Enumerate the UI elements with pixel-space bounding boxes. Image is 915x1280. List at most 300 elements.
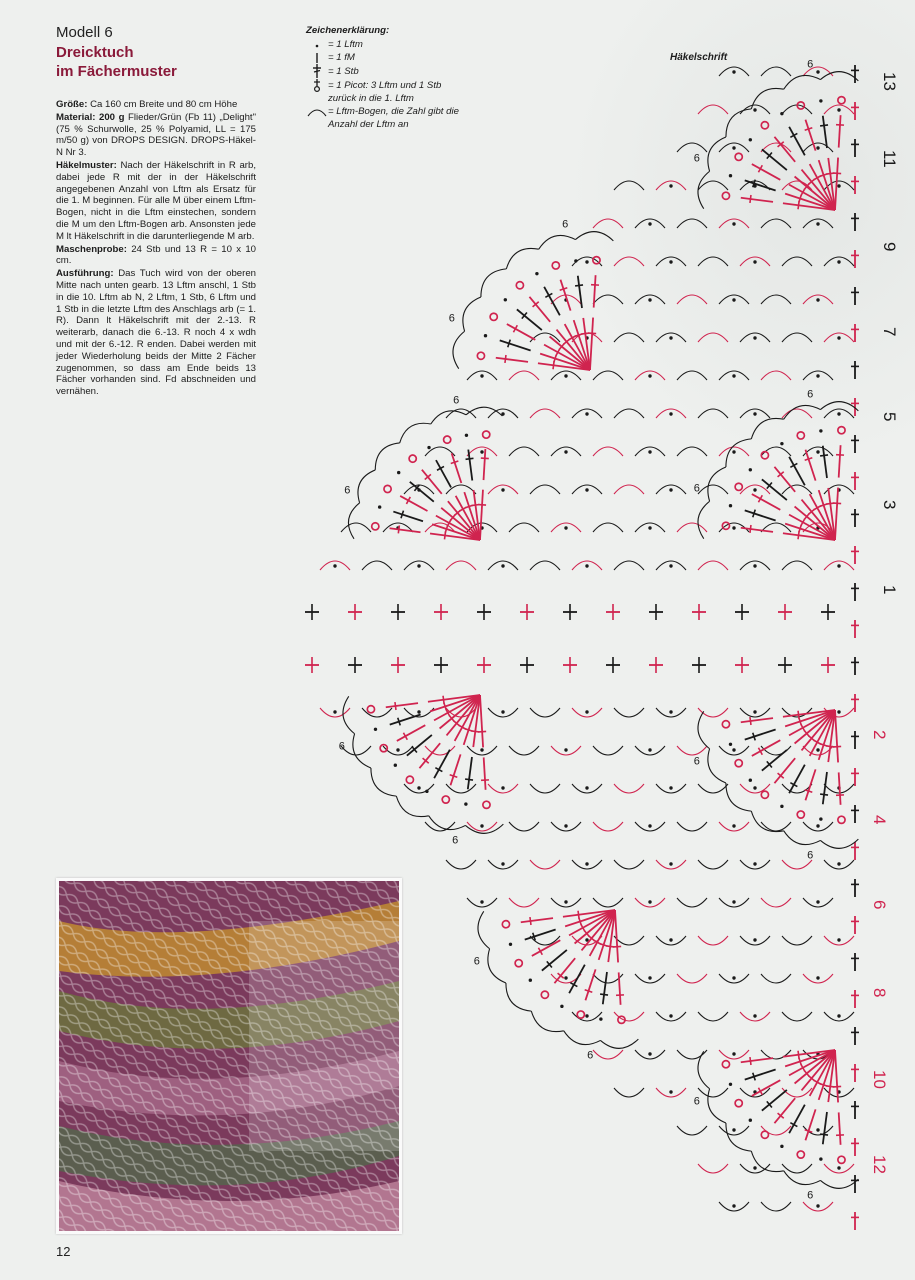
chain-arc — [782, 561, 812, 570]
chain-arc — [698, 333, 728, 342]
row-number-bottom: 10 — [870, 1070, 889, 1089]
stitch-stb — [774, 1098, 795, 1123]
stitch-lftm — [480, 450, 483, 453]
stitch-lftm — [732, 222, 735, 225]
stitch-lftm — [501, 488, 504, 491]
chain-arc — [362, 561, 392, 570]
stitch-stb — [823, 116, 827, 148]
stitch-lftm — [753, 488, 756, 491]
stitch-lftm — [535, 272, 538, 275]
stitch-stb — [839, 772, 841, 804]
stitch-stb-bar — [798, 1051, 799, 1059]
chain-arc — [564, 1031, 601, 1045]
stitch-lftm — [417, 786, 420, 789]
stitch-stb-bar — [465, 779, 473, 780]
chain-arc — [782, 1012, 812, 1021]
stitch-lftm — [529, 979, 532, 982]
stitch-lftm — [816, 1128, 819, 1131]
stitch-stb — [407, 735, 432, 756]
chain-arc — [575, 232, 613, 241]
stitch-lftm — [484, 334, 487, 337]
arc-count-label: 6 — [807, 1189, 814, 1202]
stitch-picot — [735, 760, 742, 767]
stitch-stb — [789, 1105, 805, 1133]
ausfuehrung-text: Das Tuch wird von der oberen Mitte nach unten gearb. 13 Lftm anschl, 1 Stb in die 10. Lftm ab N, 2 Lftm, 1 Stb, 6 Lftm und 1 Stb in die letzte Lftm des Anschlags arb (= 1. R). Dann lt Häkelschrift mit der 2.-13. R weiterarb, danach die 6.-13. R noch 4 x wdh und mit der 6.-12. R enden. Dabei werden mit jeder Wiederholung beids der Mitte 2 Fächer zugenommen, so dass am Ende beids 13 Fächer vorhanden sind. Fd abschneiden und vernähen. — [56, 268, 256, 398]
stitch-picot — [838, 1156, 845, 1163]
stitch-lftm — [509, 943, 512, 946]
photo-texture — [59, 881, 399, 1231]
stitch-stb — [400, 496, 427, 511]
stitch-stb — [594, 275, 596, 307]
legend-text: = Lftm-Bogen, die Zahl gibt die — [328, 106, 459, 117]
chain-arc — [726, 783, 751, 811]
stitch-stb-bar — [600, 994, 608, 995]
stitch-lftm — [465, 434, 468, 437]
chain-arc — [698, 181, 728, 190]
chain-arc — [431, 411, 466, 424]
chain-arc — [614, 561, 644, 570]
chain-arc — [463, 297, 481, 331]
stitch-stb-bar — [750, 717, 751, 725]
stitch-picot — [761, 791, 768, 798]
chain-arc — [677, 974, 707, 983]
stitch-stb-bar — [750, 195, 751, 203]
chain-arc — [593, 371, 623, 380]
stitch-lftm — [564, 900, 567, 903]
stitch-stb-bar — [443, 696, 444, 704]
stitch-lftm — [753, 260, 756, 263]
stitch-lftm — [669, 260, 672, 263]
stitch-stb — [805, 769, 815, 800]
stitch-stb — [835, 158, 838, 210]
stitch-stb — [521, 918, 553, 922]
arc-count-label: 6 — [473, 955, 480, 968]
chain-arc — [509, 746, 539, 755]
stitch-stb — [517, 309, 542, 330]
stitch-lftm — [732, 526, 735, 529]
stitch-stb — [741, 198, 773, 202]
stitch-stb — [839, 115, 841, 147]
stitch-lftm — [564, 450, 567, 453]
stitch-stb-bar — [820, 125, 828, 126]
chain-arc — [782, 485, 812, 494]
stitch-lftm — [816, 824, 819, 827]
stitch-lftm — [333, 564, 336, 567]
stitch-stb — [422, 470, 442, 494]
chain-arc — [593, 295, 623, 304]
stitch-lftm — [585, 488, 588, 491]
stitch-stb-bar — [798, 201, 799, 209]
stitch-lftm — [732, 1128, 735, 1131]
row-number-bottom: 8 — [870, 988, 889, 998]
stitch-picot — [552, 262, 559, 269]
row-number-top: 13 — [880, 72, 899, 91]
stitch-stb-bar — [581, 333, 589, 334]
stitch-picot — [515, 960, 522, 967]
stitch-picot — [838, 427, 845, 434]
stitch-stb — [823, 1112, 827, 1144]
stitch-lftm — [585, 862, 588, 865]
stitch-picot — [380, 745, 387, 752]
chain-arc — [614, 333, 644, 342]
stitch-stb — [741, 718, 773, 722]
stitch-picot — [722, 721, 729, 728]
row-number-top: 9 — [880, 242, 899, 252]
chain-arc — [698, 784, 728, 793]
stitch-lftm — [837, 1014, 840, 1017]
chain-arc — [509, 371, 539, 380]
stitch-lftm — [504, 298, 507, 301]
stitch-stb-bar — [398, 525, 399, 533]
chain-arc — [698, 1012, 728, 1021]
stitch-lftm — [837, 1166, 840, 1169]
stitch-lftm — [732, 1052, 735, 1055]
chain-arc — [698, 105, 728, 114]
stitch-stb-bar — [578, 911, 579, 919]
title-line-2: im Fächermuster — [56, 63, 177, 80]
stitch-stb — [569, 965, 585, 993]
ausfuehrung-paragraph — [56, 268, 256, 398]
stitch-lftm — [396, 748, 399, 751]
chain-arc — [343, 696, 355, 733]
chain-arc — [593, 1050, 623, 1059]
stitch-lftm — [780, 112, 783, 115]
stitch-lftm — [564, 748, 567, 751]
chain-arc — [677, 1050, 707, 1059]
stitch-lftm — [564, 976, 567, 979]
instructions-text — [56, 99, 256, 399]
chain-arc — [593, 219, 623, 228]
chain-arc — [698, 501, 710, 538]
title-block — [56, 24, 256, 81]
chain-arc — [698, 711, 710, 748]
stitch-picot — [722, 192, 729, 199]
stitch-lftm — [648, 450, 651, 453]
stitch-lftm — [753, 1014, 756, 1017]
chain-arc — [677, 822, 707, 831]
row-number-top: 3 — [880, 500, 899, 510]
chain-arc — [530, 485, 560, 494]
stitch-lftm — [780, 1145, 783, 1148]
stitch-stb-bar — [826, 1086, 834, 1087]
stitch-lftm — [564, 374, 567, 377]
chain-arc — [593, 746, 623, 755]
row-number-top: 7 — [880, 327, 899, 337]
chain-arc — [708, 749, 726, 783]
stitch-lftm — [560, 1005, 563, 1008]
stitch-lftm — [749, 138, 752, 141]
stitch-lftm — [753, 862, 756, 865]
stitch-stb-bar — [505, 355, 506, 363]
stitch-picot — [483, 801, 490, 808]
groesse-paragraph — [56, 99, 256, 111]
stitch-stb-bar — [820, 794, 828, 795]
chain-arc — [751, 418, 783, 438]
stitch-stb — [762, 750, 787, 771]
chain-arc — [488, 949, 506, 983]
stitch-stb — [805, 450, 815, 481]
stitch-stb-bar — [826, 173, 834, 174]
chain-arc — [782, 257, 812, 266]
chain-arc — [677, 1126, 707, 1135]
chain-arc — [677, 371, 707, 380]
stitch-picot — [541, 991, 548, 998]
stitch-lftm — [564, 526, 567, 529]
maschenprobe-label: Maschenprobe: — [56, 243, 127, 255]
stitch-lftm — [732, 450, 735, 453]
stitch-lftm — [648, 526, 651, 529]
chain-arc — [761, 67, 791, 76]
stitch-stb — [805, 1109, 815, 1140]
stitch-lftm — [816, 222, 819, 225]
chain-arc — [400, 423, 431, 443]
chain-arc — [614, 1088, 644, 1097]
stitch-lftm — [585, 412, 588, 415]
chain-arc — [509, 822, 539, 831]
stitch-stb — [436, 460, 451, 487]
arc-count-label: 6 — [693, 482, 700, 495]
chain-arc — [761, 295, 791, 304]
stitch-lftm — [816, 748, 819, 751]
stitch-stb — [789, 127, 805, 155]
stitch-lftm — [729, 1083, 732, 1086]
stitch-picot — [477, 352, 484, 359]
stitch-picot — [838, 97, 845, 104]
stitch-stb — [480, 490, 483, 540]
chain-arc — [530, 708, 560, 717]
stitch-lftm — [816, 900, 819, 903]
chain-arc — [677, 219, 707, 228]
legend-text: = 1 Picot: 3 Lftm und 1 Stb — [328, 79, 442, 91]
stitch-lftm — [753, 336, 756, 339]
legend-text: = 1 fM — [328, 52, 355, 63]
chain-arc — [530, 561, 560, 570]
stitch-lftm — [732, 146, 735, 149]
chain-arc — [726, 439, 751, 467]
legend-text: = 1 Stb — [328, 65, 359, 77]
chain-arc — [698, 936, 728, 945]
arc-count-label: 6 — [338, 740, 345, 753]
stitch-lftm — [732, 374, 735, 377]
stitch-lftm — [417, 564, 420, 567]
stitch-picot — [490, 313, 497, 320]
stitch-picot — [735, 483, 742, 490]
stitch-stb-bar — [530, 917, 531, 925]
stitch-lftm — [397, 471, 400, 474]
stitch-lftm — [574, 259, 577, 262]
chain-arc — [478, 911, 490, 948]
stitch-stb — [745, 729, 776, 739]
stitch-lftm — [837, 938, 840, 941]
stitch-picot — [838, 816, 845, 823]
stitch-stb — [789, 457, 805, 485]
haekelmuster-paragraph — [56, 160, 256, 243]
chain-arc — [698, 1164, 728, 1173]
chain-arc — [708, 1089, 726, 1123]
row-number-top: 11 — [880, 150, 899, 168]
stitch-stb — [774, 467, 795, 492]
stitch-picot — [761, 1131, 768, 1138]
chain-arc — [348, 503, 359, 539]
stitch-stb — [839, 1112, 841, 1144]
stitch-lftm — [585, 260, 588, 263]
row-number-top: 1 — [880, 585, 899, 595]
chain-arc — [446, 784, 476, 793]
legend-text: = 1 Lftm — [328, 39, 363, 50]
chain-arc — [446, 561, 476, 570]
stitch-lftm — [585, 786, 588, 789]
stitch-lftm — [837, 710, 840, 713]
chain-arc — [358, 470, 375, 503]
stitch-lftm — [374, 728, 377, 731]
stitch-lftm — [480, 374, 483, 377]
stitch-picot — [502, 921, 509, 928]
stitch-lftm — [816, 298, 819, 301]
stitch-lftm — [816, 146, 819, 149]
chain-arc — [677, 523, 707, 532]
stitch-lftm — [780, 442, 783, 445]
stitch-stb — [752, 740, 780, 756]
stitch-picot — [761, 122, 768, 129]
chain-arc — [593, 523, 623, 532]
stitch-lftm — [732, 1204, 735, 1207]
stitch-lftm — [729, 174, 732, 177]
stitch-lftm — [669, 488, 672, 491]
chain-arc — [614, 409, 644, 418]
ausfuehrung-label: Ausführung: — [56, 268, 114, 280]
chain-arc — [614, 784, 644, 793]
stitch-stb — [529, 297, 550, 322]
stitch-stb — [525, 929, 556, 939]
stitch-lftm — [669, 564, 672, 567]
title-line-1: Dreicktuch — [56, 44, 134, 61]
stitch-lftm — [599, 1017, 602, 1020]
stitch-lftm — [501, 710, 504, 713]
chain-arc — [530, 409, 560, 418]
material-amount: 200 g — [95, 111, 125, 123]
stitch-stb — [386, 703, 418, 707]
stitch-lftm — [837, 412, 840, 415]
stitch-lftm — [669, 1090, 672, 1093]
stitch-stb — [774, 137, 795, 162]
stitch-lftm — [464, 802, 467, 805]
legend-continuation: Anzahl der Lftm an — [328, 119, 409, 130]
chain-arc — [371, 768, 396, 796]
chain-arc — [593, 447, 623, 456]
stitch-stb-bar — [750, 1057, 751, 1065]
chain-arc — [698, 485, 728, 494]
chain-arc — [481, 269, 506, 297]
stitch-stb — [484, 449, 486, 480]
chain-arc — [425, 746, 455, 755]
stitch-stb — [741, 1058, 773, 1062]
stitch-lftm — [732, 70, 735, 73]
stitch-stb — [419, 743, 440, 768]
stitch-stb — [835, 488, 838, 540]
chain-arc — [614, 936, 644, 945]
chain-arc — [677, 447, 707, 456]
stitch-lftm — [749, 779, 752, 782]
stitch-stb — [745, 1069, 776, 1079]
stitch-lftm — [669, 336, 672, 339]
stitch-stb — [789, 765, 805, 793]
stitch-lftm — [816, 976, 819, 979]
stitch-stb — [452, 453, 462, 483]
chain-arc — [539, 235, 576, 249]
chain-arc — [353, 734, 371, 768]
stitch-picot — [372, 523, 379, 530]
stitch-stb-bar — [575, 285, 583, 286]
stitch-stb — [585, 969, 595, 1000]
stitch-lftm — [501, 564, 504, 567]
stitch-stb-bar — [798, 531, 799, 539]
stitch-lftm — [837, 862, 840, 865]
stitch-stb-bar — [826, 503, 834, 504]
chain-arc — [375, 443, 399, 470]
stitch-lftm — [819, 1157, 822, 1160]
legend-title: Zeichenerklärung: — [306, 25, 390, 36]
chain-arc — [698, 409, 728, 418]
stitch-lftm — [729, 743, 732, 746]
row-number-bottom: 12 — [870, 1155, 889, 1174]
arc-count-label: 6 — [448, 312, 455, 325]
stitch-lftm — [816, 374, 819, 377]
stitch-picot — [797, 811, 804, 818]
stitch-picot — [735, 1100, 742, 1107]
stitch-stb — [590, 318, 593, 370]
stitch-lftm — [732, 748, 735, 751]
stitch-stb — [390, 714, 421, 724]
stitch-lftm — [753, 938, 756, 941]
stitch-lftm — [732, 900, 735, 903]
stitch-lftm — [749, 468, 752, 471]
chain-arc — [782, 1088, 812, 1097]
stitch-lftm — [753, 1166, 756, 1169]
haekelmuster-text: Nach der Häkelschrift in R arb, dabei jede R mit der in der Häkelschrift angegebenen Anzahl von Lftm als Ersatz für die 1. M beginnen. Für alle M über einem Lftm-Bogen, nicht in die Lftm einstechen, sondern die M um den Lftm-Bogen arb. Ansonsten jede M lt Häkelschrift in die darunterliegende M arb. — [56, 159, 256, 242]
stitch-stb — [774, 758, 795, 783]
stitch-lftm — [753, 412, 756, 415]
stitch-stb — [741, 528, 773, 532]
stitch-picot — [384, 485, 391, 492]
stitch-lftm — [819, 99, 822, 102]
stitch-stb-bar — [798, 711, 799, 719]
stitch-stb — [823, 772, 827, 804]
chain-arc — [782, 936, 812, 945]
stitch-stb — [397, 725, 425, 741]
stitch-stb — [507, 324, 535, 340]
chain-arc — [698, 561, 728, 570]
model-number: Modell 6 — [56, 24, 113, 41]
chain-arc — [782, 860, 812, 869]
stitch-lftm — [648, 748, 651, 751]
stitch-stb-bar — [471, 731, 479, 732]
arc-count-label: 6 — [693, 152, 700, 165]
chain-arc — [698, 171, 710, 208]
material-paragraph — [56, 112, 256, 159]
stitch-lftm — [333, 710, 336, 713]
arc-count-label: 6 — [562, 218, 569, 231]
row-number-bottom: 2 — [870, 730, 889, 740]
stitch-lftm — [648, 824, 651, 827]
chain-arc — [614, 181, 644, 190]
chain-arc — [614, 257, 644, 266]
stitch-stb — [554, 958, 575, 983]
stitch-lftm — [753, 786, 756, 789]
stitch-picot — [735, 153, 742, 160]
chain-arc — [509, 447, 539, 456]
chain-arc — [708, 467, 726, 501]
arc-count-label: 6 — [807, 58, 814, 71]
